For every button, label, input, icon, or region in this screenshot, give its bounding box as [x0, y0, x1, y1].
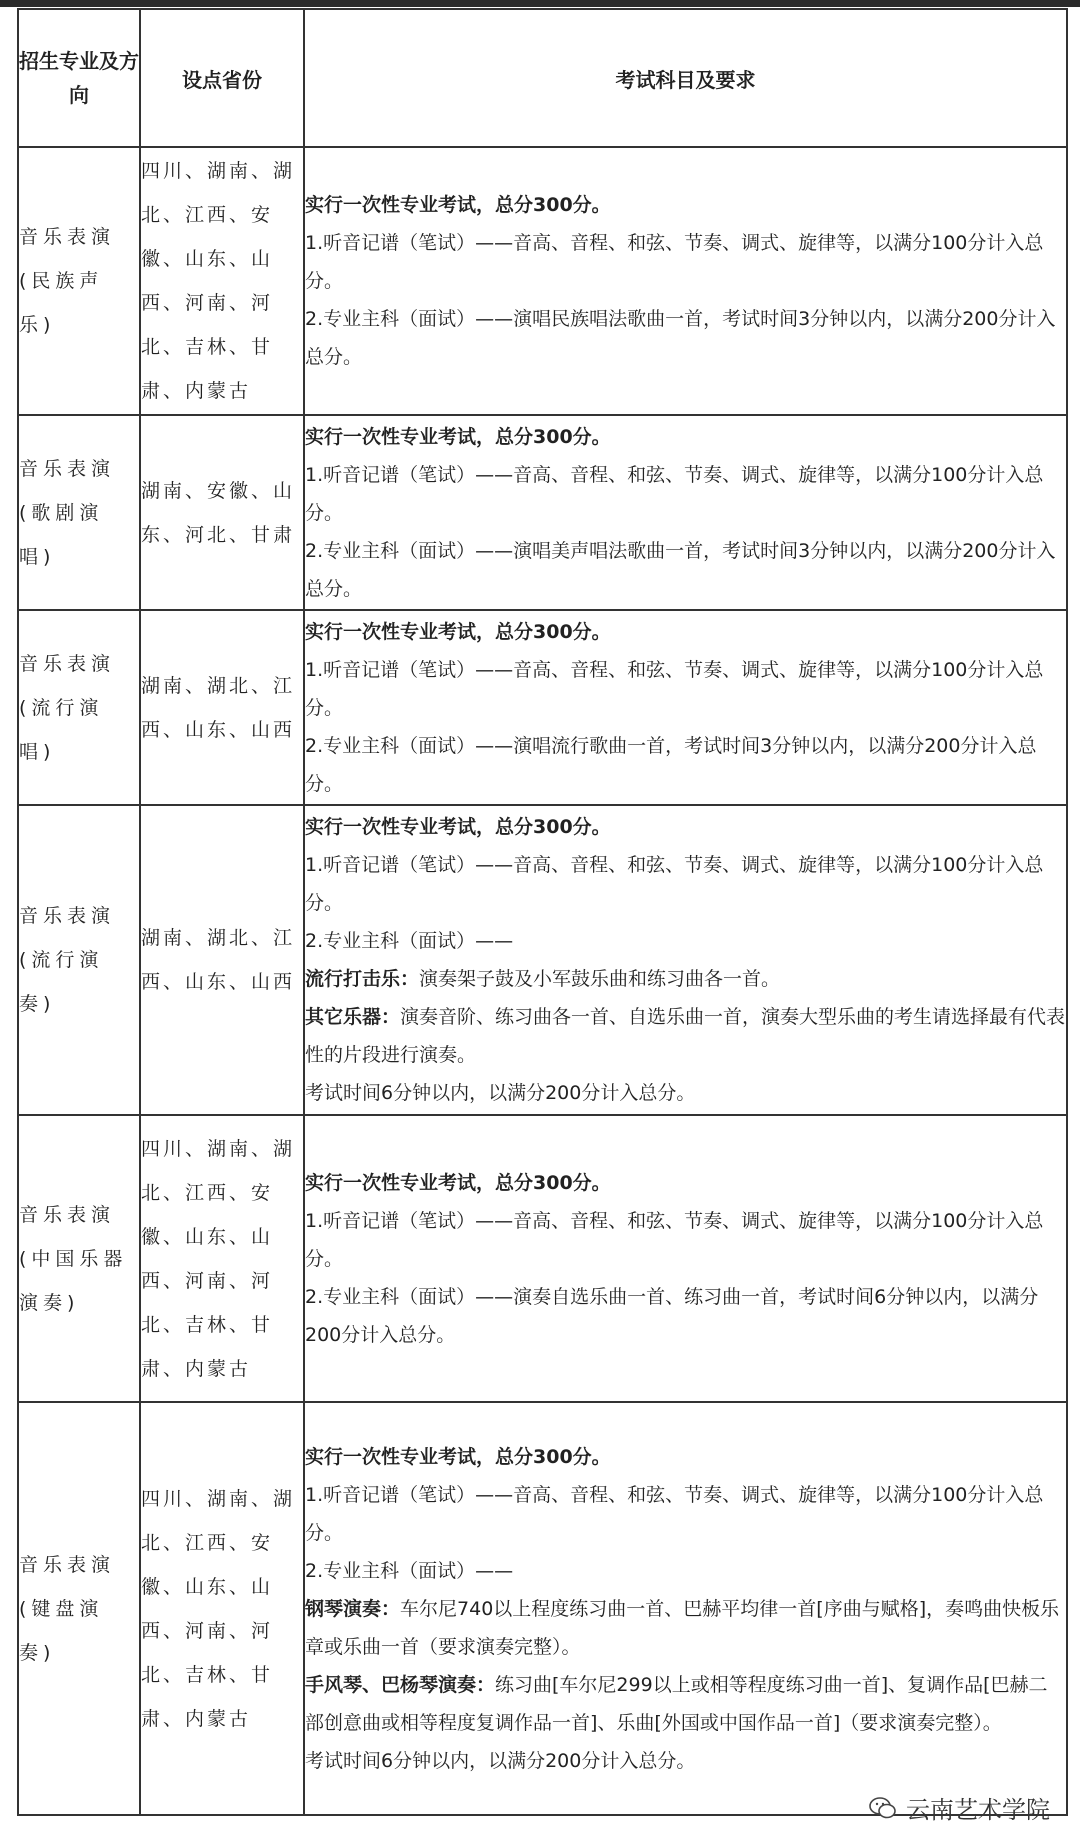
- piano-text: 车尔尼740以上程度练习曲一首、巴赫平均律一首[序曲与赋格]，奏鸣曲快板乐章或乐曲一首（要求演奏完整）。: [305, 1597, 1060, 1658]
- major-cell: 音乐表演(流行演唱): [18, 610, 140, 805]
- major-cell: 音乐表演(流行演奏): [18, 805, 140, 1115]
- wechat-icon: [868, 1793, 898, 1823]
- major-cell: 音乐表演(键盘演奏): [18, 1402, 140, 1815]
- top-bar: [0, 0, 1080, 7]
- piano-line: [305, 1590, 1066, 1666]
- requirements-cell: [304, 1402, 1067, 1815]
- listening-line: 1.听音记谱（笔试）——音高、音程、和弦、节奏、调式、旋律等，以满分100分计入总分。: [305, 658, 1044, 719]
- requirements-cell: [304, 1115, 1067, 1402]
- summary-line: 实行一次性专业考试，总分300分。: [305, 194, 611, 216]
- major-subject-line: 2.专业主科（面试）——: [305, 930, 514, 952]
- other-label: 其它乐器：: [305, 1006, 401, 1028]
- header-requirements: 考试科目及要求: [304, 9, 1067, 147]
- listening-line: 1.听音记谱（笔试）——音高、音程、和弦、节奏、调式、旋律等，以满分100分计入总分。: [305, 232, 1044, 292]
- other-text: 演奏音阶、练习曲各一首、自选乐曲一首，演奏大型乐曲的考生请选择最有代表性的片段进行演奏。: [305, 1006, 1066, 1066]
- major-cell: 音乐表演(中国乐器演奏): [18, 1115, 140, 1402]
- province-cell: 四川、湖南、湖北、江西、安徽、山东、山西、河南、河北、吉林、甘肃、内蒙古: [140, 1115, 304, 1402]
- watermark: [868, 1790, 1050, 1825]
- summary-line: 实行一次性专业考试，总分300分。: [305, 1445, 611, 1468]
- major-subject-line: 2.专业主科（面试）——演奏自选乐曲一首、练习曲一首，考试时间6分钟以内，以满分200分计入总分。: [305, 1285, 1039, 1346]
- table-row: [18, 805, 1067, 1115]
- summary-line: 实行一次性专业考试，总分300分。: [305, 816, 611, 838]
- accordion-label: 手风琴、巴杨琴演奏：: [305, 1673, 496, 1696]
- percussion-label: 流行打击乐：: [305, 968, 420, 990]
- listening-line: 1.听音记谱（笔试）——音高、音程、和弦、节奏、调式、旋律等，以满分100分计入总分。: [305, 463, 1044, 524]
- table-row: [18, 610, 1067, 805]
- accordion-line: [305, 1666, 1066, 1742]
- listening-line: 1.听音记谱（笔试）——音高、音程、和弦、节奏、调式、旋律等，以满分100分计入总分。: [305, 1209, 1044, 1270]
- summary-line: 实行一次性专业考试，总分300分。: [305, 425, 611, 448]
- percussion-text: 演奏架子鼓及小军鼓乐曲和练习曲各一首。: [419, 968, 781, 990]
- header-major: 招生专业及方向: [18, 9, 140, 147]
- summary-line: 实行一次性专业考试，总分300分。: [305, 620, 611, 643]
- province-cell: 湖南、安徽、山东、河北、甘肃: [140, 415, 304, 610]
- major-subject-line: 2.专业主科（面试）——: [305, 1559, 514, 1582]
- major-subject-line: 2.专业主科（面试）——演唱民族唱法歌曲一首，考试时间3分钟以内，以满分200分计入总分。: [305, 308, 1056, 368]
- requirements-cell: [304, 415, 1067, 610]
- table-row: [18, 1115, 1067, 1402]
- header-row: [18, 9, 1067, 147]
- requirements-cell: [304, 147, 1067, 415]
- province-cell: 湖南、湖北、江西、山东、山西: [140, 610, 304, 805]
- table-row: [18, 1402, 1067, 1815]
- summary-line: 实行一次性专业考试，总分300分。: [305, 1171, 611, 1194]
- major-cell: 音乐表演(民族声乐): [18, 147, 140, 415]
- major-subject-line: 2.专业主科（面试）——演唱流行歌曲一首，考试时间3分钟以内，以满分200分计入总分。: [305, 734, 1037, 795]
- header-province: 设点省份: [140, 9, 304, 147]
- requirements-cell: [304, 805, 1067, 1115]
- province-cell: 四川、湖南、湖北、江西、安徽、山东、山西、河南、河北、吉林、甘肃、内蒙古: [140, 1402, 304, 1815]
- listening-line: 1.听音记谱（笔试）——音高、音程、和弦、节奏、调式、旋律等，以满分100分计入总分。: [305, 854, 1044, 914]
- province-cell: 四川、湖南、湖北、江西、安徽、山东、山西、河南、河北、吉林、甘肃、内蒙古: [140, 147, 304, 415]
- table-row: [18, 415, 1067, 610]
- piano-label: 钢琴演奏：: [305, 1597, 401, 1620]
- admission-table: [17, 8, 1068, 1816]
- other-instruments-line: [305, 998, 1066, 1074]
- listening-line: 1.听音记谱（笔试）——音高、音程、和弦、节奏、调式、旋律等，以满分100分计入总分。: [305, 1483, 1044, 1544]
- major-cell: 音乐表演(歌剧演唱): [18, 415, 140, 610]
- accordion-text: 练习曲[车尔尼299以上或相等程度练习曲一首]、复调作品[巴赫二部创意曲或相等程度复调作品一首]、乐曲[外国或中国作品一首]（要求演奏完整）。: [305, 1673, 1048, 1734]
- watermark-text: 云南艺术学院: [906, 1796, 1050, 1824]
- percussion-line: [305, 960, 1066, 998]
- table-row: [18, 147, 1067, 415]
- requirements-cell: [304, 610, 1067, 805]
- closing-line: 考试时间6分钟以内，以满分200分计入总分。: [305, 1749, 696, 1772]
- province-cell: 湖南、湖北、江西、山东、山西: [140, 805, 304, 1115]
- closing-line: 考试时间6分钟以内，以满分200分计入总分。: [305, 1082, 696, 1104]
- major-subject-line: 2.专业主科（面试）——演唱美声唱法歌曲一首，考试时间3分钟以内，以满分200分计入总分。: [305, 539, 1056, 600]
